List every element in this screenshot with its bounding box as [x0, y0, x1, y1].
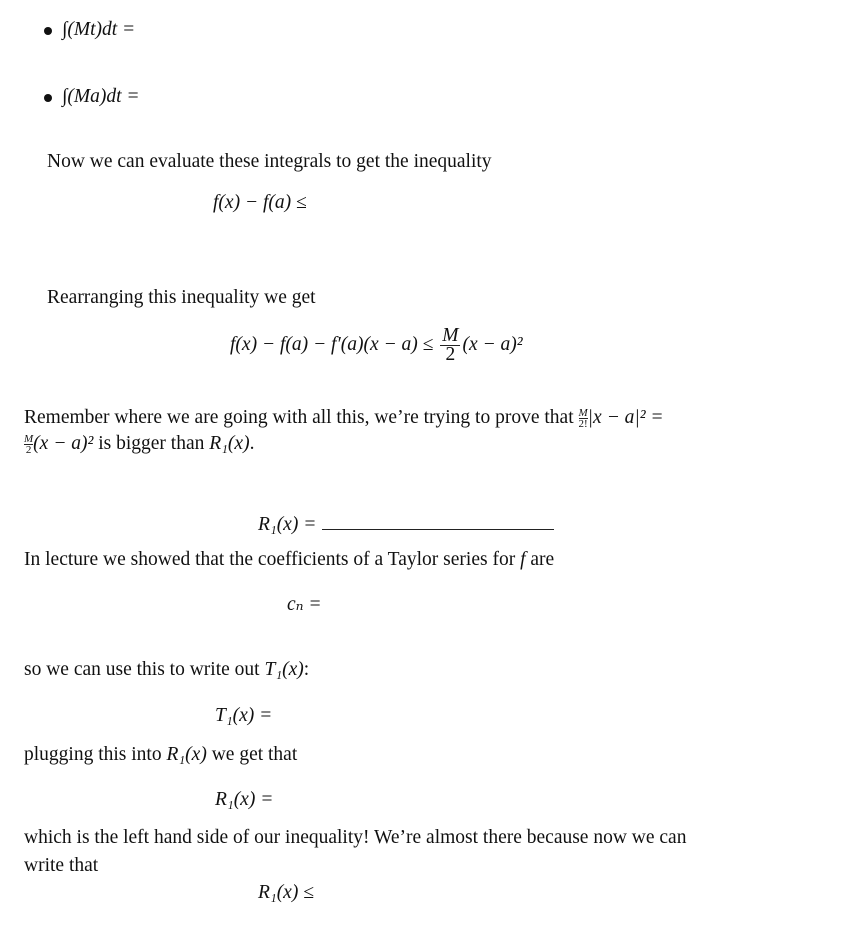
answer-blank[interactable] [322, 515, 554, 530]
paragraph-remember-line1 [24, 406, 664, 430]
text: is bigger than [98, 433, 205, 454]
text: In lecture we showed that the coefficients of a Taylor series for [24, 549, 516, 570]
paragraph-so [24, 658, 309, 682]
math: T₁(x) [264, 659, 304, 680]
numerator: M [578, 407, 588, 420]
equation-fx-minus-fa: f(x) − f(a) ≤ [213, 192, 307, 213]
equation-cn: cₙ = [287, 594, 322, 615]
math: R₁(x) [209, 433, 250, 454]
fraction-m-over-2 [440, 327, 460, 364]
bullet-point [44, 27, 52, 35]
math: R₁(x) [166, 744, 207, 765]
equation-r1-leq: R₁(x) ≤ [258, 882, 314, 903]
paragraph-which-line1: which is the left hand side of our inequality! We’re almost there because now we can [24, 827, 687, 848]
text: are [530, 549, 555, 570]
paragraph-evaluate: Now we can evaluate these integrals to get the inequality [47, 151, 492, 172]
equation-lhs: f(x) − f(a) − f′(a)(x − a) ≤ [230, 334, 434, 355]
text: plugging this into [24, 744, 162, 765]
math: |x − a|² = [587, 407, 664, 428]
text: . [249, 433, 255, 454]
numerator: M [24, 433, 34, 446]
text: Remember where we are going with all this, we’re trying to prove that [24, 407, 574, 428]
text: so we can use this to write out [24, 659, 260, 680]
equation-rhs: (x − a)² [462, 334, 523, 355]
denominator: 2 [445, 344, 456, 366]
text: : [303, 659, 310, 680]
equation-r1-blank [258, 513, 554, 537]
numerator: M [442, 325, 459, 347]
bullet-point [44, 94, 52, 102]
integral-mt: ∫(Mt)dt = [62, 19, 136, 40]
fraction-m-over-2-factorial [579, 408, 588, 429]
equation-t1: T₁(x) = [215, 705, 273, 726]
paragraph-rearrange: Rearranging this inequality we get [47, 287, 316, 308]
text: we get that [211, 744, 298, 765]
equation-r1: R₁(x) = [215, 789, 274, 810]
paragraph-plugging [24, 743, 297, 767]
math: R₁(x) = [258, 514, 317, 535]
paragraph-which-line2: write that [24, 855, 99, 876]
equation-rearranged [230, 322, 523, 368]
fraction-m-over-2 [24, 434, 33, 455]
integral-ma: ∫(Ma)dt = [62, 86, 140, 107]
denominator: 2 [25, 444, 32, 457]
denominator: 2! [578, 418, 588, 431]
math: (x − a)² [33, 433, 94, 454]
math: f [520, 549, 526, 570]
paragraph-lecture [24, 548, 554, 572]
paragraph-remember-line2 [24, 432, 254, 456]
